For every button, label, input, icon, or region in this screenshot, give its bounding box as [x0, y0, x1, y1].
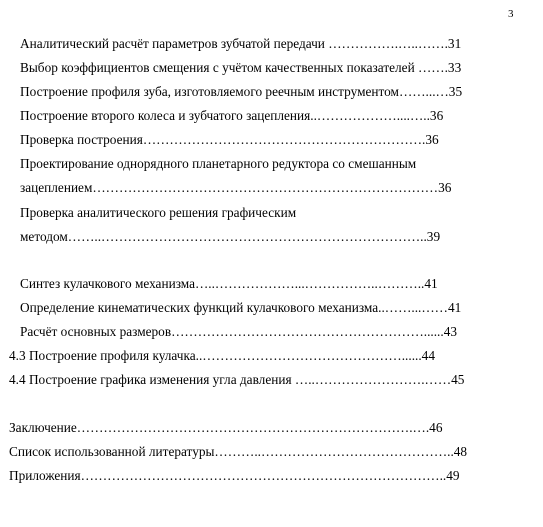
toc-entry[interactable]: Выбор коэффициентов смещения с учётом качественных показателей …….33: [20, 60, 462, 75]
toc-entry[interactable]: Построение второго колеса и зубчатого зацепления..………………....…..36: [20, 108, 444, 123]
toc-entry[interactable]: Аналитический расчёт параметров зубчатой передачи …………….…..…….31: [20, 36, 462, 51]
toc-entry[interactable]: Построение профиля зуба, изготовляемого реечным инструментом……...…35: [20, 84, 463, 99]
toc-entry[interactable]: 4.3 Построение профиля кулачка..………………………………………......44: [9, 348, 435, 363]
toc-entry[interactable]: Список использованной литературы………..……………………………………..48: [9, 444, 468, 459]
toc-entry[interactable]: Проектирование однорядного планетарного редуктора со смешанным: [20, 156, 417, 171]
toc-entry[interactable]: 4.4 Построение графика изменения угла давления …..…………………….……45: [9, 372, 465, 387]
toc-entry[interactable]: Приложения………………………………………………………………………..49: [9, 468, 460, 483]
toc-entry[interactable]: Проверка построения……………………………………………………….36: [20, 132, 439, 147]
toc-entry[interactable]: Синтез кулачкового механизма…..………………...……………..………..41: [20, 276, 438, 291]
toc-entry[interactable]: Расчёт основных размеров…………………………………………………......43: [20, 324, 457, 339]
toc-entry[interactable]: Определение кинематических функций кулачкового механизма..……...……41: [20, 300, 462, 315]
page-number: 3: [508, 8, 514, 20]
toc-entry[interactable]: методом……..………………………………………………………………..39: [20, 229, 441, 244]
toc-entry[interactable]: зацеплением……………………………………………………………………36: [20, 180, 452, 195]
toc-entry[interactable]: Проверка аналитического решения графическим: [20, 205, 297, 220]
toc-entry[interactable]: Заключение………………………………………………………………….….46: [9, 420, 443, 435]
